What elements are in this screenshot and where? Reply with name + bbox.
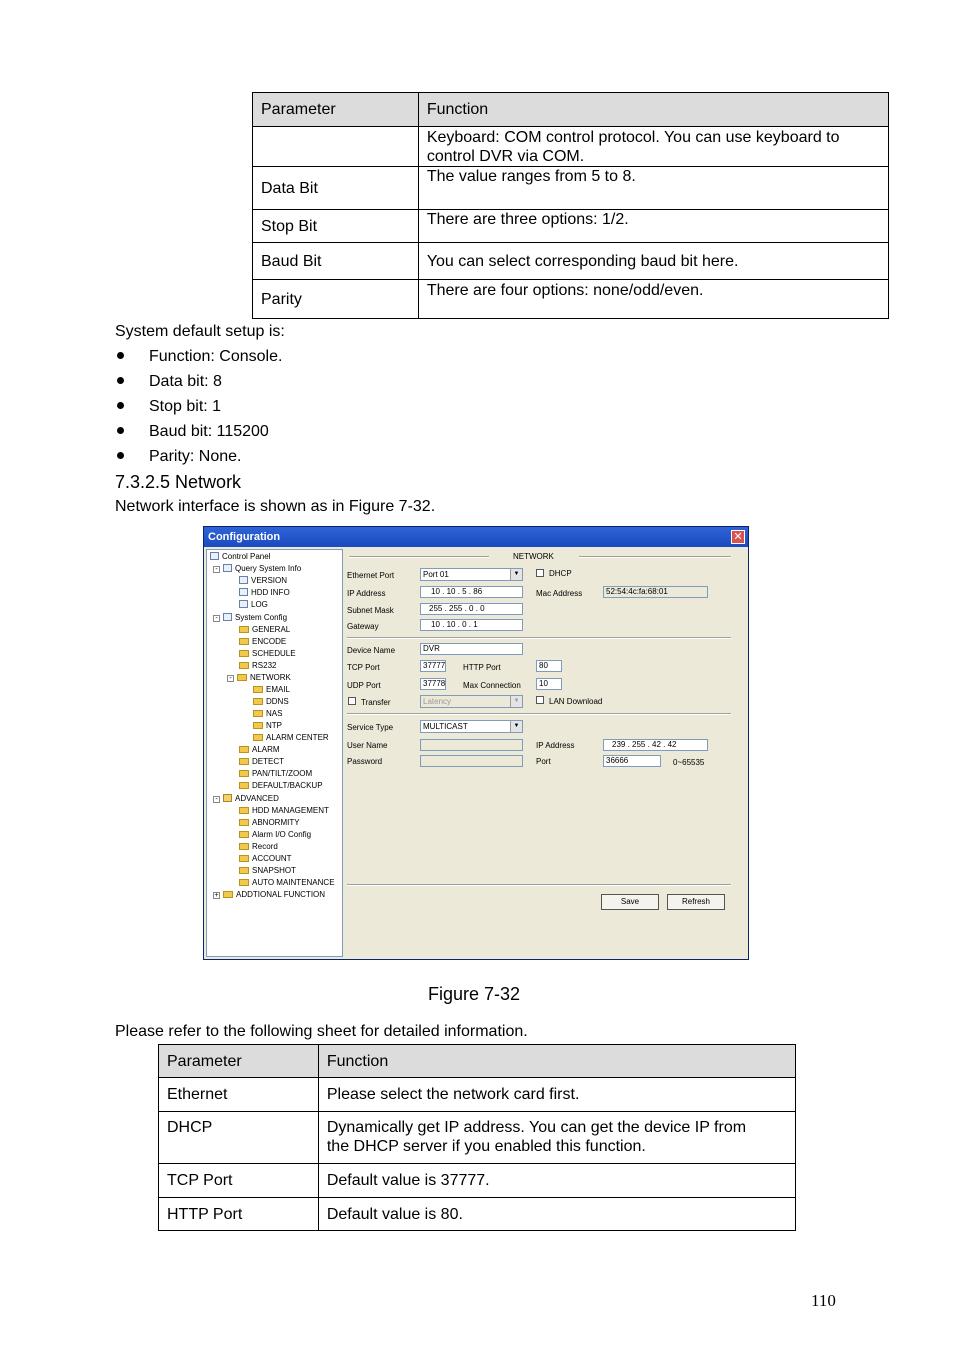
folder-icon: [239, 867, 249, 874]
tree-item[interactable]: - NETWORK: [227, 673, 291, 683]
divider: [349, 556, 489, 558]
folder-icon: [239, 782, 249, 789]
ethernet-port-label: Ethernet Port: [347, 571, 395, 580]
dhcp-checkbox[interactable]: [536, 569, 544, 577]
gateway-field[interactable]: 10 . 10 . 0 . 1: [420, 619, 523, 631]
tree-item[interactable]: NAS: [253, 709, 282, 719]
divider: [347, 713, 731, 715]
monitor-icon: [210, 552, 219, 560]
tree-item[interactable]: ALARM CENTER: [253, 733, 329, 743]
function-line: the DHCP server if you enabled this function.: [326, 1138, 646, 1155]
panel-title: NETWORK: [513, 552, 554, 561]
configuration-dialog: [203, 526, 749, 960]
defaults-intro: System default setup is:: [115, 323, 285, 340]
save-button[interactable]: Save: [601, 894, 659, 910]
tree-item[interactable]: HDD MANAGEMENT: [239, 806, 329, 816]
doc-icon: [239, 600, 248, 608]
tree-item[interactable]: ALARM: [239, 745, 280, 755]
table-row: [253, 243, 889, 280]
folder-icon: [253, 734, 263, 741]
function-cell: The value ranges from 5 to 8.: [418, 167, 888, 210]
mac-address-label: Mac Address: [536, 589, 583, 598]
serial-parameter-table: [252, 92, 889, 319]
section-heading: 7.3.2.5 Network: [115, 472, 242, 492]
gateway-label: Gateway: [347, 622, 379, 631]
tree-item[interactable]: GENERAL: [239, 625, 290, 635]
table-row: [159, 1078, 796, 1112]
param-cell: HTTP Port: [159, 1198, 319, 1231]
folder-icon: [239, 638, 249, 645]
folder-icon: [253, 698, 263, 705]
param-cell: TCP Port: [159, 1164, 319, 1198]
lan-download-label: LAN Download: [549, 697, 603, 706]
folder-icon: [239, 626, 249, 633]
tree-item[interactable]: Control Panel: [210, 552, 270, 562]
tree-item[interactable]: SNAPSHOT: [239, 866, 296, 876]
tree-item[interactable]: NTP: [253, 721, 282, 731]
page-number: 110: [811, 1291, 836, 1310]
tcp-port-field[interactable]: 37777: [420, 660, 446, 672]
section-intro: Network interface is shown as in Figure 7-32.: [115, 498, 436, 515]
table2-intro: Please refer to the following sheet for detailed information.: [115, 1023, 528, 1040]
dialog-titlebar: Configuration: [204, 527, 748, 547]
table-row: [159, 1198, 796, 1231]
subnet-mask-field[interactable]: 255 . 255 . 0 . 0: [420, 603, 523, 615]
param-cell: Baud Bit: [253, 243, 419, 280]
mac-address-field: 52:54:4c:fa:68:01: [603, 586, 708, 598]
collapse-icon[interactable]: -: [213, 796, 220, 803]
tree-item[interactable]: DDNS: [253, 697, 289, 707]
param-cell: Ethernet: [159, 1078, 319, 1112]
service-type-label: Service Type: [347, 723, 394, 732]
default-item: Parity: None.: [149, 448, 242, 465]
tree-item[interactable]: - System Config: [213, 613, 287, 623]
tree-item[interactable]: EMAIL: [253, 685, 290, 695]
config-icon: [223, 613, 232, 621]
ethernet-port-select[interactable]: Port 01 ▼: [420, 568, 523, 581]
http-port-label: HTTP Port: [463, 663, 501, 672]
folder-icon: [239, 758, 249, 765]
folder-icon: [237, 674, 247, 681]
function-line: Dynamically get IP address. You can get the device IP from: [326, 1119, 747, 1136]
table-row: [253, 167, 889, 210]
folder-icon: [239, 770, 249, 777]
table-header-row: [159, 1045, 796, 1078]
tree-item[interactable]: VERSION: [239, 576, 287, 586]
folder-icon: [223, 891, 233, 898]
doc-icon: [239, 576, 248, 584]
tree-item[interactable]: - ADVANCED: [213, 794, 279, 804]
refresh-button[interactable]: Refresh: [667, 894, 725, 910]
header-parameter: Parameter: [159, 1045, 319, 1078]
service-type-select[interactable]: MULTICAST ▼: [420, 720, 523, 733]
doc-icon: [239, 588, 248, 596]
tree-item[interactable]: AUTO MAINTENANCE: [239, 878, 335, 888]
chevron-down-icon: ▼: [510, 569, 522, 580]
folder-icon: [253, 686, 263, 693]
function-cell: Please select the network card first.: [318, 1078, 795, 1112]
config-tree: [206, 549, 343, 957]
figure-caption: Figure 7-32: [428, 984, 521, 1004]
network-parameter-table: [158, 1044, 796, 1231]
folder-icon: [239, 746, 249, 753]
http-port-field[interactable]: 80: [536, 660, 562, 672]
divider: [579, 556, 731, 558]
folder-icon: [239, 662, 249, 669]
tree-item[interactable]: HDD INFO: [239, 588, 290, 598]
param-cell: DHCP: [159, 1112, 319, 1164]
max-connection-label: Max Connection: [463, 681, 521, 690]
default-item: Function: Console.: [149, 348, 283, 365]
ip-address-field[interactable]: 10 . 10 . 5 . 86: [420, 586, 523, 598]
chevron-down-icon: ▼: [510, 721, 522, 732]
folder-icon: [239, 879, 249, 886]
device-name-label: Device Name: [347, 646, 396, 655]
table-header-row: [253, 93, 889, 127]
user-name-label: User Name: [347, 741, 388, 750]
function-line: Keyboard: COM control protocol. You can use keyboard to: [426, 129, 840, 146]
folder-icon: [253, 722, 263, 729]
param-cell: [253, 127, 419, 167]
lan-download-checkbox[interactable]: [536, 696, 544, 704]
tree-item[interactable]: DETECT: [239, 757, 284, 767]
table-row: [159, 1112, 796, 1164]
default-item: Data bit: 8: [149, 373, 222, 390]
info-icon: [223, 564, 232, 572]
tree-item[interactable]: ENCODE: [239, 637, 286, 647]
divider: [347, 637, 731, 639]
password-field: [420, 755, 523, 767]
tree-item[interactable]: SCHEDULE: [239, 649, 296, 659]
tcp-port-label: TCP Port: [347, 663, 380, 672]
param-cell: Parity: [253, 280, 419, 319]
bullet-icon: [117, 352, 124, 359]
default-item: Stop bit: 1: [149, 398, 222, 415]
tree-item[interactable]: ACCOUNT: [239, 854, 292, 864]
transfer-select: Latency ▼: [420, 695, 523, 708]
function-cell: You can select corresponding baud bit here.: [418, 243, 888, 280]
device-name-field[interactable]: DVR: [420, 643, 523, 655]
folder-icon: [239, 807, 249, 814]
tree-item[interactable]: - Query System Info: [213, 564, 301, 574]
tree-item[interactable]: Alarm I/O Config: [239, 830, 311, 840]
subnet-mask-label: Subnet Mask: [347, 606, 394, 615]
bullet-icon: [117, 452, 124, 459]
tree-item[interactable]: PAN/TILT/ZOOM: [239, 769, 312, 779]
header-function: Function: [418, 93, 888, 127]
port-label: Port: [536, 757, 551, 766]
table-row: [253, 127, 889, 167]
chevron-down-icon: ▼: [510, 696, 522, 707]
param-cell: Data Bit: [253, 167, 419, 210]
ip-address-label-2: IP Address: [536, 741, 575, 750]
function-cell: There are three options: 1/2.: [418, 210, 888, 243]
expand-icon[interactable]: +: [214, 892, 219, 899]
max-connection-field[interactable]: 10: [536, 678, 562, 690]
folder-icon: [239, 831, 249, 838]
divider: [347, 884, 731, 886]
default-item: Baud bit: 115200: [149, 423, 269, 440]
function-cell: Default value is 80.: [318, 1198, 795, 1231]
folder-icon: [239, 819, 249, 826]
advanced-icon: [223, 794, 232, 802]
function-cell: [418, 127, 888, 167]
transfer-checkbox[interactable]: [348, 697, 356, 705]
function-cell: [318, 1112, 795, 1164]
udp-port-label: UDP Port: [347, 681, 381, 690]
function-cell: There are four options: none/odd/even.: [418, 280, 888, 319]
network-panel: [343, 549, 748, 959]
folder-icon: [239, 843, 249, 850]
tree-item[interactable]: DEFAULT/BACKUP: [239, 781, 323, 791]
tree-item[interactable]: LOG: [239, 600, 268, 610]
bullet-icon: [117, 427, 124, 434]
tree-item[interactable]: + ADDTIONAL FUNCTION: [214, 890, 326, 899]
header-parameter: Parameter: [253, 93, 419, 127]
udp-port-field[interactable]: 37778: [420, 678, 446, 690]
transfer-label: Transfer: [361, 698, 391, 707]
port-range-hint: 0~65535: [673, 758, 705, 767]
bullet-icon: [117, 377, 124, 384]
ip-address-label: IP Address: [347, 589, 386, 598]
password-label: Password: [347, 757, 383, 766]
table-row: [253, 210, 889, 243]
folder-icon: [239, 855, 249, 862]
table-row: [159, 1164, 796, 1198]
header-function: Function: [318, 1045, 795, 1078]
folder-icon: [253, 710, 263, 717]
port-field[interactable]: 36666: [603, 755, 661, 767]
table-row: [253, 280, 889, 319]
tree-item[interactable]: Record: [239, 842, 278, 852]
param-cell: Stop Bit: [253, 210, 419, 243]
folder-icon: [239, 650, 249, 657]
collapse-icon[interactable]: -: [227, 675, 234, 682]
collapse-icon[interactable]: -: [213, 566, 220, 573]
multicast-ip-field[interactable]: 239 . 255 . 42 . 42: [603, 739, 708, 751]
dhcp-label: DHCP: [549, 569, 572, 578]
function-cell: Default value is 37777.: [318, 1164, 795, 1198]
collapse-icon[interactable]: -: [213, 615, 220, 622]
user-name-field: [420, 739, 523, 751]
tree-item[interactable]: ABNORMITY: [239, 818, 300, 828]
close-icon[interactable]: ✕: [731, 530, 745, 544]
tree-item[interactable]: RS232: [239, 661, 276, 671]
bullet-icon: [117, 402, 124, 409]
function-line: control DVR via COM.: [426, 148, 585, 165]
